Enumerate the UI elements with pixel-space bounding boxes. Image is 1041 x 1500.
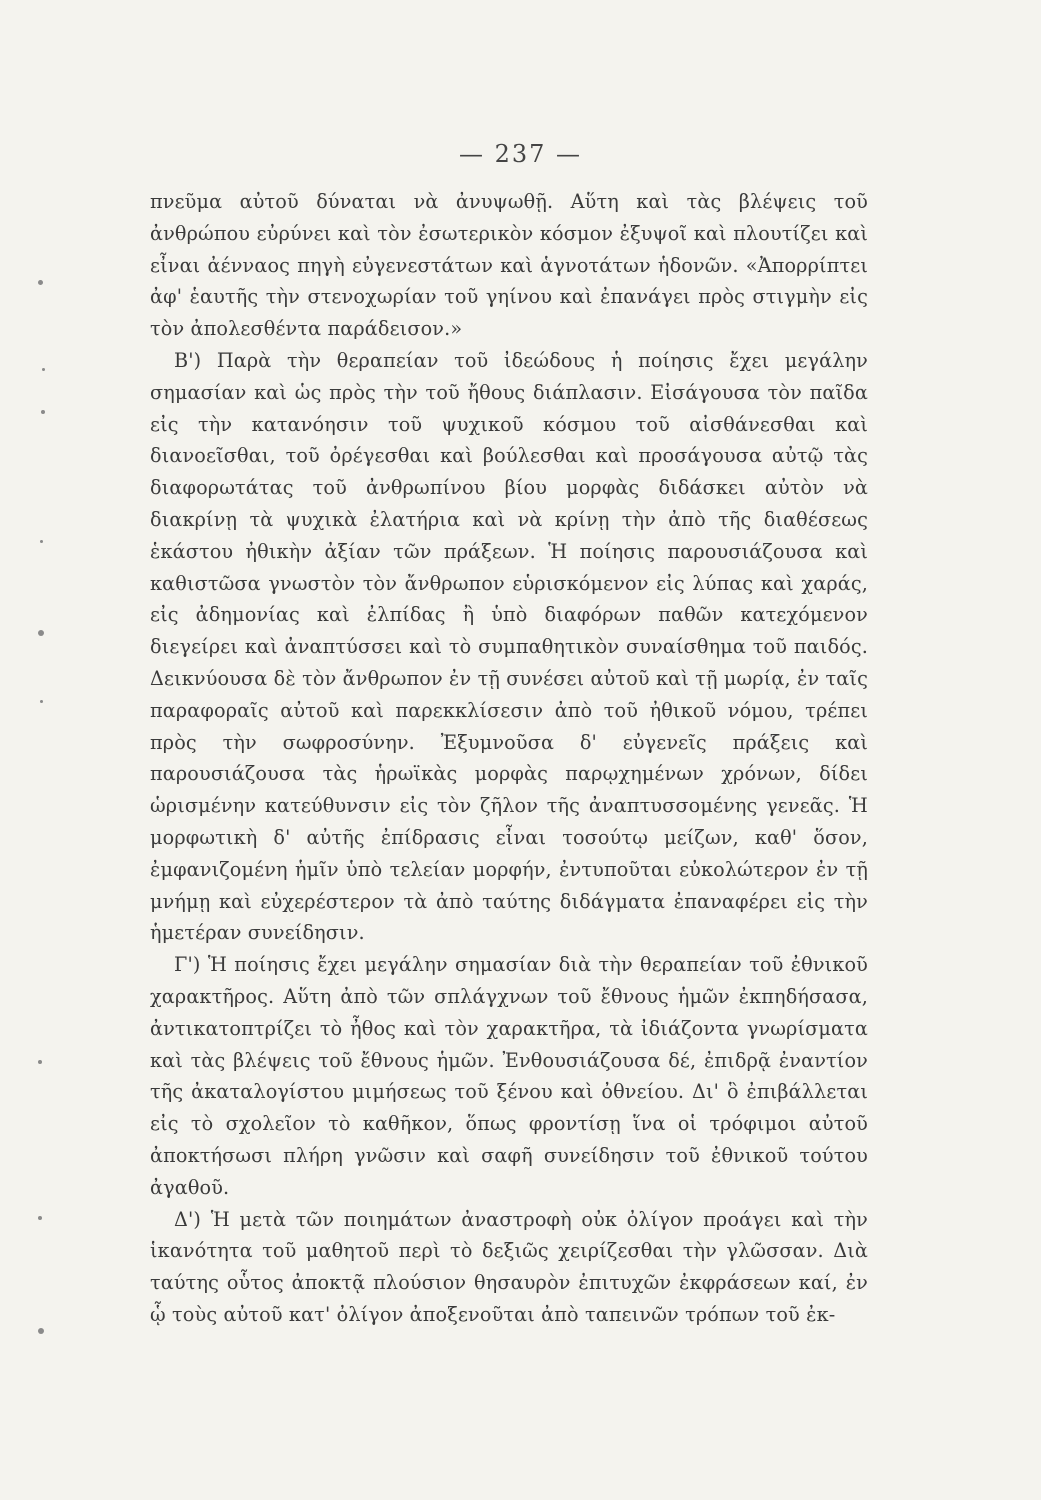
margin-speck: [40, 700, 43, 703]
paragraph-b-ethos: Β') Παρὰ τὴν θεραπείαν τοῦ ἰδεώδους ἡ ποίησις ἔχει μεγάλην σημασίαν καὶ ὡς πρὸς τὴν τοῦ ἤθους διάπλασιν. Εἰσάγουσα τὸν παῖδα εἰς τὴν κατανόησιν τοῦ ψυχικοῦ κόσμου τοῦ αἰσθάνεσθαι καὶ διανοεῖσθαι, τοῦ ὀρέγεσθαι καὶ βούλεσθαι καὶ προσάγουσα αὐτῷ τὰς διαφορωτάτας τοῦ ἀνθρωπίνου βίου μορφὰς διδάσκει αὐτὸν νὰ διακρίνῃ τὰ ψυχικὰ ἐλατήρια καὶ νὰ κρίνῃ τὴν ἀπὸ τῆς διαθέσεως ἑκάστου ἠθικὴν ἀξίαν τῶν πράξεων. Ἡ ποίησις παρουσιάζουσα καὶ καθιστῶσα γνωστὸν τὸν ἄνθρωπον εὑρισκόμενον εἰς λύπας καὶ χαράς, εἰς ἀδημονίας καὶ ἐλπίδας ἢ ὑπὸ διαφόρων παθῶν κατεχόμενον διεγείρει καὶ ἀναπτύσσει καὶ τὸ συμπαθητικὸν συναίσθημα τοῦ παιδός. Δεικνύουσα δὲ τὸν ἄνθρωπον ἐν τῇ συνέσει αὐτοῦ καὶ τῇ μωρίᾳ, ἐν ταῖς παραφοραῖς αὐτοῦ καὶ παρεκκλίσεσιν ἀπὸ τοῦ ἠθικοῦ νόμου, τρέπει πρὸς τὴν σωφροσύνην. Ἐξυμνοῦσα δ' εὐγενεῖς πράξεις καὶ παρουσιάζουσα τὰς ἡρωϊκὰς μορφὰς παρῳχημένων χρόνων, δίδει ὡρισμένην κατεύθυνσιν εἰς τὸν ζῆλον τῆς ἀναπτυσσομένης γενεᾶς. Ἡ μορφωτικὴ δ' αὐτῆς ἐπίδρασις εἶναι τοσούτῳ μείζων, καθ' ὅσον, ἐμφανιζομένη ἡμῖν ὑπὸ τελείαν μορφήν, ἐντυποῦται εὐκολώτερον ἐν τῇ μνήμῃ καὶ εὐχερέστερον τὰ ἀπὸ ταύτης διδάγματα ἐπαναφέρει εἰς τὴν ἡμετέραν συνείδησιν.: [150, 348, 868, 945]
margin-speck: [41, 410, 45, 414]
margin-speck: [42, 368, 45, 371]
body-text: [150, 186, 868, 1331]
margin-speck: [40, 540, 43, 543]
paragraph-continued: πνεῦμα αὐτοῦ δύναται νὰ ἀνυψωθῇ. Αὕτη καὶ τὰς βλέψεις τοῦ ἀνθρώπου εὐρύνει καὶ τὸν ἐσωτερικὸν κόσμον ἐξυψοῖ καὶ πλουτίζει καὶ εἶναι ἀένναος πηγὴ εὐγενεστάτων καὶ ἁγνοτάτων ἡδονῶν. «Ἀπορρίπτει ἀφ' ἑαυτῆς τὴν στενοχωρίαν τοῦ γηίνου καὶ ἐπανάγει πρὸς στιγμὴν εἰς τὸν ἀπολεσθέντα παράδεισον.»: [150, 190, 868, 341]
margin-speck: [38, 1060, 42, 1064]
paragraph-d-language: Δ') Ἡ μετὰ τῶν ποιημάτων ἀναστροφὴ οὐκ ὀλίγον προάγει καὶ τὴν ἱκανότητα τοῦ μαθητοῦ περὶ τὸ δεξιῶς χειρίζεσθαι τὴν γλῶσσαν. Διὰ ταύτης οὗτος ἀποκτᾷ πλούσιον θησαυρὸν ἐπιτυχῶν ἐκφράσεων καί, ἐν ᾧ τοὺς αὐτοῦ κατ' ὀλίγον ἀποξενοῦται ἀπὸ ταπεινῶν τρόπων τοῦ ἐκ-: [150, 1207, 868, 1326]
margin-speck: [38, 1328, 44, 1334]
margin-speck: [38, 630, 44, 636]
page-number: — 237 —: [458, 140, 583, 168]
margin-speck: [38, 280, 43, 285]
margin-speck: [38, 1216, 42, 1220]
paragraph-g-national-character: Γ') Ἡ ποίησις ἔχει μεγάλην σημασίαν διὰ τὴν θεραπείαν τοῦ ἐθνικοῦ χαρακτῆρος. Αὕτη ἀπὸ τῶν σπλάγχνων τοῦ ἔθνους ἡμῶν ἐκπηδήσασα, ἀντικατοπτρίζει τὸ ἦθος καὶ τὸν χαρακτῆρα, τὰ ἰδιάζοντα γνωρίσματα καὶ τὰς βλέψεις τοῦ ἔθνους ἡμῶν. Ἐνθουσιάζουσα δέ, ἐπιδρᾷ ἐναντίον τῆς ἀκαταλογίστου μιμήσεως τοῦ ξένου καὶ ὀθνείου. Δι' ὃ ἐπιβάλλεται εἰς τὸ σχολεῖον τὸ καθῆκον, ὅπως φροντίσῃ ἵνα οἱ τρόφιμοι αὐτοῦ ἀποκτήσωσι πλήρη γνῶσιν καὶ σαφῆ συνείδησιν τοῦ ἐθνικοῦ τούτου ἀγαθοῦ.: [150, 953, 868, 1199]
